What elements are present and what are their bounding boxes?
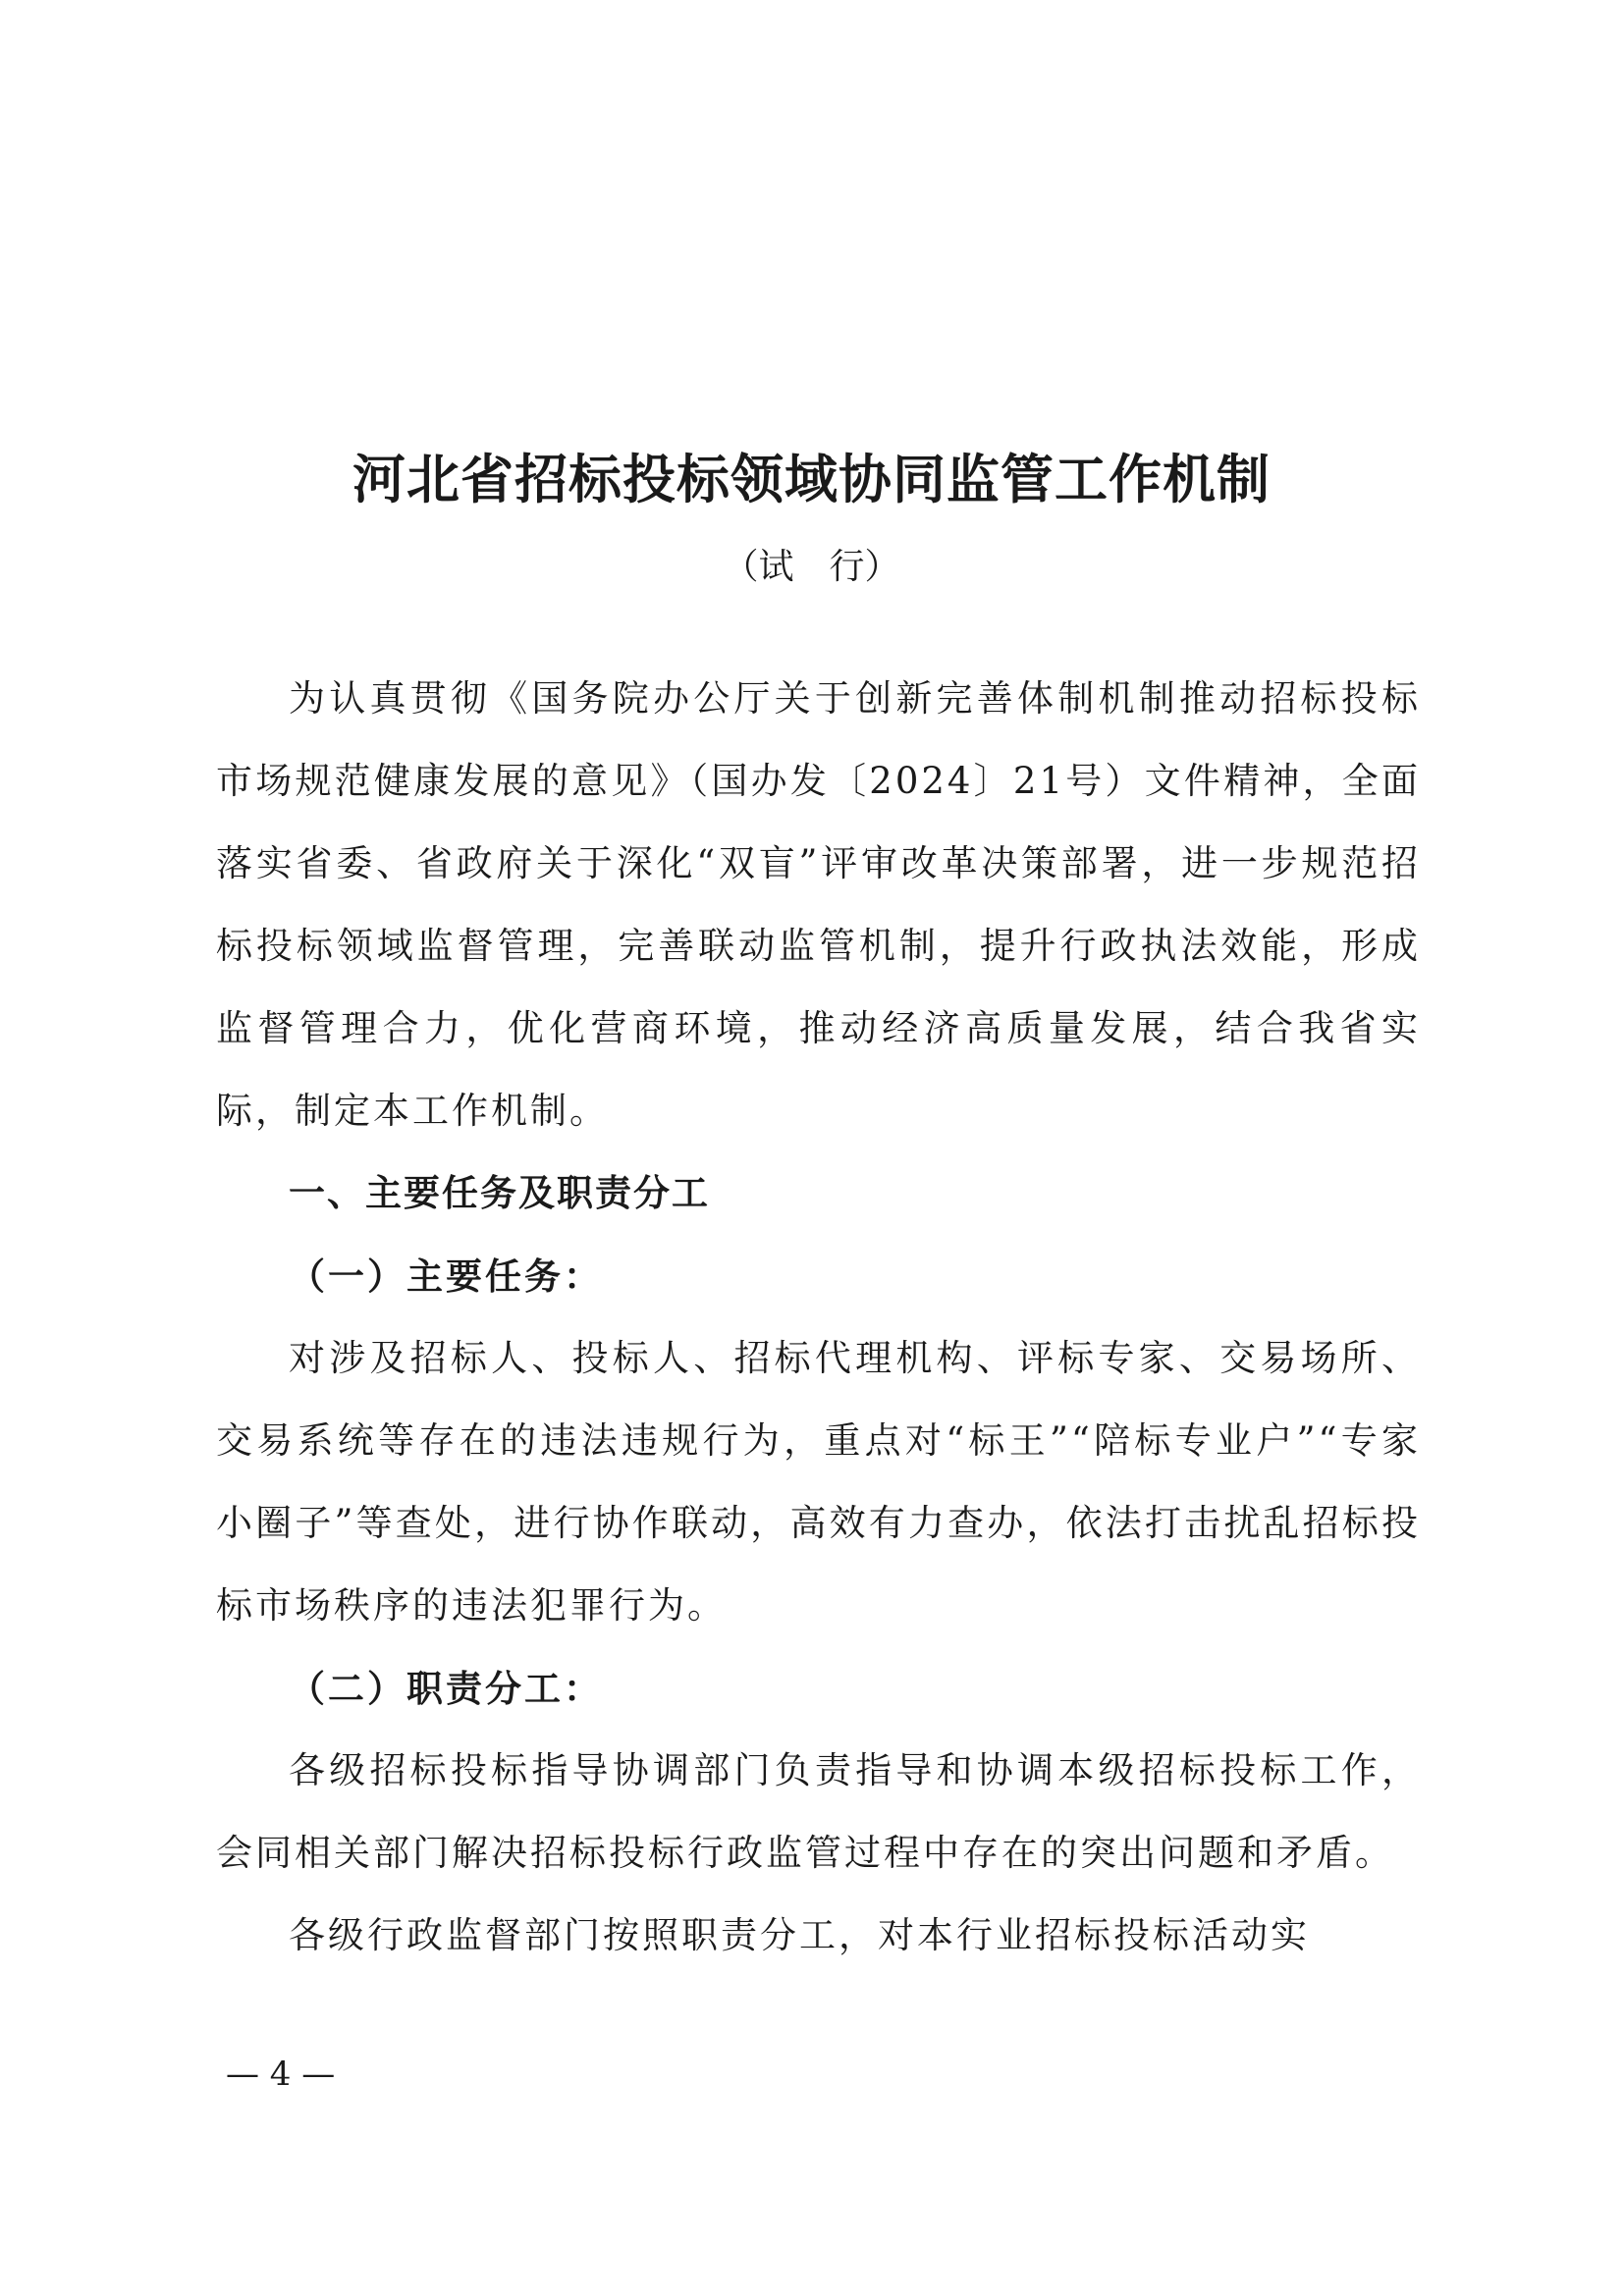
page-number: — 4 —: [226, 2055, 336, 2094]
supervision-dept-paragraph: 各级行政监督部门按照职责分工，对本行业招标投标活动实: [289, 1914, 1310, 1956]
section-heading-tasks-duties: 一、主要任务及职责分工: [289, 1172, 710, 1214]
subheading-main-tasks: （一）主要任务：: [289, 1255, 603, 1298]
document-title: 河北省招标投标领域协同监管工作机制: [352, 448, 1271, 510]
main-tasks-paragraph: 对涉及招标人、投标人、招标代理机构、评标专家、交易场所、交易系统等存在的违法违规行为，重点对“标王”“陪标专业户”“专家小圈子”等查处，进行协作联动，高效有力查办，依法打击扰乱招标投标市场秩序的违法犯罪行为。: [216, 1337, 1421, 1627]
document-body: [216, 658, 1421, 1977]
subheading-duty-division: （二）职责分工：: [289, 1667, 603, 1710]
coordination-dept-paragraph: 各级招标投标指导协调部门负责指导和协调本级招标投标工作，会同相关部门解决招标投标行政监管过程中存在的突出问题和矛盾。: [216, 1749, 1421, 1874]
intro-paragraph: 为认真贯彻《国务院办公厅关于创新完善体制机制推动招标投标市场规范健康发展的意见》（国办发〔2024〕21号）文件精神，全面落实省委、省政府关于深化“双盲”评审改革决策部署，进一步规范招标投标领域监督管理，完善联动监管机制，提升行政执法效能，形成监督管理合力，优化营商环境，推动经济高质量发展，结合我省实际，制定本工作机制。: [216, 677, 1421, 1132]
document-subtitle: （试 行）: [723, 547, 900, 587]
